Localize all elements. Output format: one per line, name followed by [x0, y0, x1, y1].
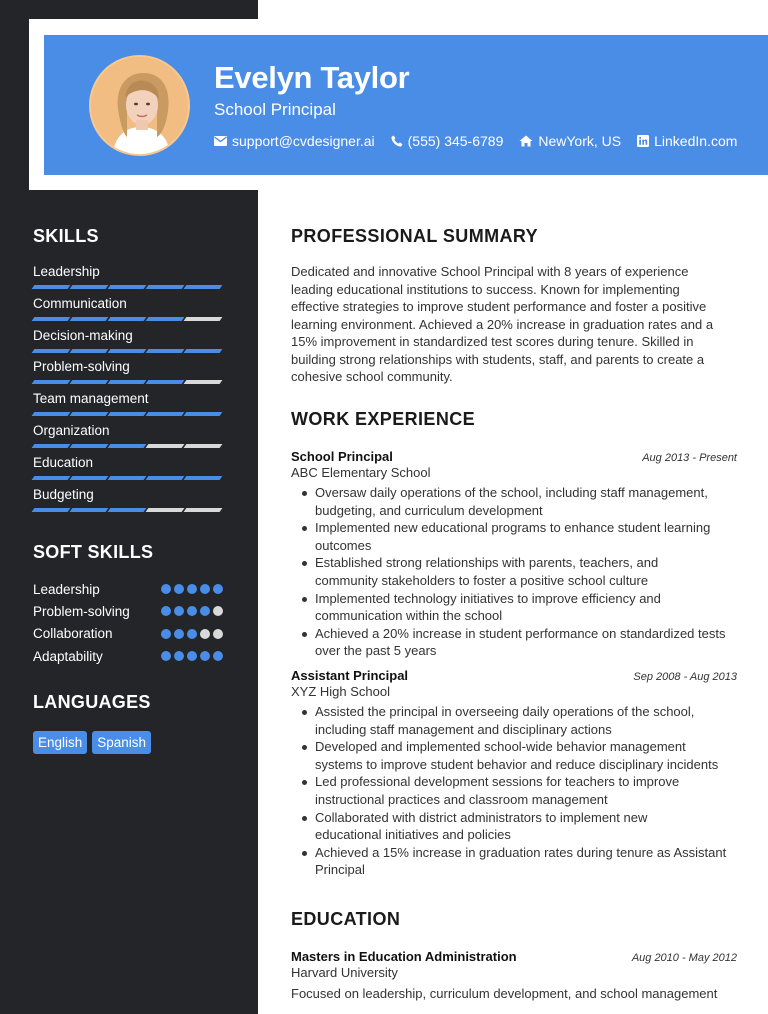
job-title: School Principal: [291, 449, 393, 464]
summary-line: learning environment. Achieved a 20% increase in graduation rates and a: [291, 316, 714, 332]
contact-list: [214, 133, 753, 149]
soft-skill-name: Collaboration: [33, 626, 113, 642]
skill-item: [33, 487, 233, 519]
skill-level-bar: [33, 349, 233, 353]
education-section: [291, 909, 737, 1003]
rating-dot: [213, 584, 223, 594]
job-company: ABC Elementary School: [291, 465, 431, 480]
skill-level-segment: [108, 412, 147, 416]
job-bullets: [291, 484, 737, 660]
languages-section: [33, 692, 233, 754]
job-entry: [291, 668, 737, 879]
job-company: XYZ High School: [291, 683, 390, 699]
skill-level-segment: [146, 349, 185, 353]
soft-skill-name: Problem-solving: [33, 603, 130, 619]
skill-level-segment: [146, 444, 185, 448]
experience-section: [291, 409, 737, 879]
rating-dot: [213, 629, 223, 639]
contact-email[interactable]: [214, 133, 375, 149]
skill-name: Leadership: [33, 264, 100, 279]
soft-skill-rating: [161, 606, 223, 616]
skill-item: [33, 455, 233, 487]
rating-dot: [174, 651, 184, 661]
job-entry: [291, 449, 737, 660]
job-bullet: Implemented new educational programs to enhance student learning outcomes: [291, 519, 737, 554]
job-bullet: Led professional development sessions for teachers to improve instructional practices and classroom management: [291, 773, 737, 808]
summary-section: [291, 226, 737, 386]
avatar: [89, 55, 190, 156]
skill-level-segment: [70, 508, 109, 512]
skill-level-segment: [108, 380, 147, 384]
job-title: Assistant Principal: [291, 667, 409, 683]
job-date: Sep 2008 - Aug 2013: [633, 670, 737, 683]
candidate-name: Evelyn Taylor: [214, 60, 410, 95]
skill-level-bar: [33, 444, 233, 448]
soft-skill-name: Leadership: [33, 581, 100, 597]
job-bullets: [291, 703, 737, 879]
skill-name: Education: [33, 454, 94, 470]
skills-title: SKILLS: [33, 226, 99, 246]
job-bullet: Established strong relationships with parents, teachers, and community stakeholders to foster a positive school culture: [291, 554, 737, 589]
rating-dot: [187, 584, 197, 594]
phone-icon: [391, 135, 403, 147]
candidate-role: School Principal: [214, 100, 336, 119]
skill-level-segment: [32, 476, 71, 480]
job-date: Aug 2013 - Present: [642, 452, 737, 464]
rating-dot: [161, 606, 171, 616]
summary-line: effective strategies to improve student performance and foster a positive: [291, 299, 707, 314]
soft-skill-name: Adaptability: [33, 648, 103, 664]
home-icon: [519, 135, 533, 147]
soft-skill-rating: [161, 584, 223, 594]
skill-level-segment: [146, 285, 185, 289]
skill-level-segment: [32, 508, 71, 512]
skill-level-bar: [33, 317, 233, 321]
skill-item: [33, 296, 233, 328]
soft-skill-item: [33, 645, 223, 667]
skill-name: Organization: [33, 422, 110, 438]
contact-linkedin-text: LinkedIn.com: [654, 133, 738, 149]
skill-level-bar: [33, 412, 233, 416]
contact-linkedin[interactable]: [637, 133, 737, 149]
skill-level-segment: [32, 285, 71, 289]
job-bullet: Assisted the principal in overseeing daily operations of the school, including staff management and disciplinary actions: [291, 703, 737, 738]
soft-skills-list: [33, 578, 233, 667]
skill-level-segment: [70, 285, 109, 289]
skill-level-segment: [146, 476, 185, 480]
skill-level-segment: [32, 412, 71, 416]
rating-dot: [161, 629, 171, 639]
skill-level-segment: [184, 349, 223, 353]
rating-dot: [161, 584, 171, 594]
job-bullet: Oversaw daily operations of the school, including staff management, budgeting, and curriculum development: [291, 484, 737, 519]
skill-level-segment: [32, 349, 71, 353]
skill-item: [33, 359, 233, 391]
rating-dot: [200, 629, 210, 639]
rating-dot: [187, 651, 197, 661]
job-bullet: Developed and implemented school-wide behavior management systems to improve student behavior and reduce disciplinary incidents: [291, 738, 737, 773]
skill-level-segment: [184, 412, 223, 416]
languages-title: LANGUAGES: [33, 692, 151, 712]
skill-level-segment: [184, 380, 223, 384]
language-badge: Spanish: [92, 731, 151, 754]
education-title: EDUCATION: [291, 909, 401, 929]
skill-level-bar: [33, 476, 233, 480]
skill-level-segment: [70, 317, 109, 321]
skill-level-segment: [70, 380, 109, 384]
skill-level-segment: [108, 317, 147, 321]
skill-level-bar: [33, 380, 233, 384]
summary-line: building strong relationships with students, staff, and parents to create a: [291, 351, 705, 367]
soft-skills-title: SOFT SKILLS: [33, 542, 154, 562]
skill-level-segment: [32, 444, 71, 448]
degree-date: Aug 2010 - May 2012: [631, 952, 737, 964]
school-name: Harvard University: [291, 965, 398, 980]
skill-name: Decision-making: [33, 327, 133, 343]
rating-dot: [174, 629, 184, 639]
soft-skill-item: [33, 623, 223, 645]
education-description: Focused on leadership, curriculum development, and school management: [291, 986, 718, 1001]
skill-level-segment: [32, 380, 71, 384]
skill-level-segment: [32, 317, 71, 321]
skill-level-segment: [146, 508, 185, 512]
linkedin-icon: [637, 135, 649, 147]
skill-name: Communication: [33, 295, 127, 311]
summary-text: [291, 263, 737, 386]
soft-skill-rating: [161, 629, 223, 639]
skill-level-segment: [108, 285, 147, 289]
profile-photo-icon: [91, 57, 190, 156]
skill-level-segment: [146, 380, 185, 384]
skills-section: [33, 226, 233, 518]
contact-email-text: support@cvdesigner.ai: [232, 133, 375, 149]
rating-dot: [187, 606, 197, 616]
skill-level-segment: [184, 285, 223, 289]
education-entry: [291, 949, 737, 1003]
soft-skill-item: [33, 600, 223, 622]
experience-title: WORK EXPERIENCE: [291, 409, 476, 429]
rating-dot: [200, 651, 210, 661]
rating-dot: [200, 584, 210, 594]
rating-dot: [213, 606, 223, 616]
summary-line: 15% improvement in standardized test scores during tenure. Skilled in: [291, 334, 694, 349]
skill-item: [33, 391, 233, 423]
rating-dot: [161, 651, 171, 661]
degree-title: Masters in Education Administration: [291, 949, 517, 964]
summary-line: leading educational institutions to success. Known for implementing: [291, 281, 680, 297]
skill-item: [33, 328, 233, 360]
skills-list: [33, 264, 233, 518]
contact-phone[interactable]: [391, 133, 504, 149]
job-bullet: Achieved a 15% increase in graduation rates during tenure as Assistant Principal: [291, 844, 737, 879]
skill-level-segment: [108, 476, 147, 480]
languages-list: [33, 731, 233, 754]
language-badge: English: [33, 731, 87, 754]
skill-level-segment: [70, 412, 109, 416]
job-bullet: Implemented technology initiatives to improve efficiency and communication within the school: [291, 590, 737, 625]
rating-dot: [187, 629, 197, 639]
soft-skill-item: [33, 578, 223, 600]
skill-level-segment: [184, 508, 223, 512]
contact-phone-text: (555) 345-6789: [407, 133, 504, 149]
rating-dot: [174, 584, 184, 594]
skill-item: [33, 264, 233, 296]
summary-line: Dedicated and innovative School Principal with 8 years of experience: [291, 264, 689, 279]
soft-skill-rating: [161, 651, 223, 661]
skill-name: Team management: [33, 391, 149, 407]
skill-level-segment: [108, 444, 147, 448]
skill-level-segment: [146, 412, 185, 416]
summary-title: PROFESSIONAL SUMMARY: [291, 226, 539, 246]
skill-level-segment: [108, 508, 147, 512]
rating-dot: [213, 651, 223, 661]
skill-level-segment: [70, 476, 109, 480]
contact-location-text: NewYork, US: [538, 133, 622, 149]
skill-level-segment: [70, 444, 109, 448]
skill-level-bar: [33, 508, 233, 512]
skill-level-segment: [146, 317, 185, 321]
skill-level-segment: [184, 476, 223, 480]
job-bullet: Collaborated with district administrators to implement new educational initiatives and policies: [291, 809, 737, 844]
skill-level-segment: [70, 349, 109, 353]
rating-dot: [174, 606, 184, 616]
summary-line: cohesive school community.: [291, 369, 453, 384]
contact-location: [519, 133, 621, 149]
rating-dot: [200, 606, 210, 616]
skill-level-bar: [33, 285, 233, 289]
soft-skills-section: [33, 542, 233, 667]
skill-name: Budgeting: [33, 486, 94, 502]
skill-level-segment: [184, 317, 223, 321]
job-bullet: Achieved a 20% increase in student performance on standardized tests over the past 5 years: [291, 625, 737, 660]
skill-item: [33, 423, 233, 455]
skill-level-segment: [184, 444, 223, 448]
skill-name: Problem-solving: [33, 359, 130, 375]
envelope-icon: [214, 136, 227, 146]
skill-level-segment: [108, 349, 147, 353]
